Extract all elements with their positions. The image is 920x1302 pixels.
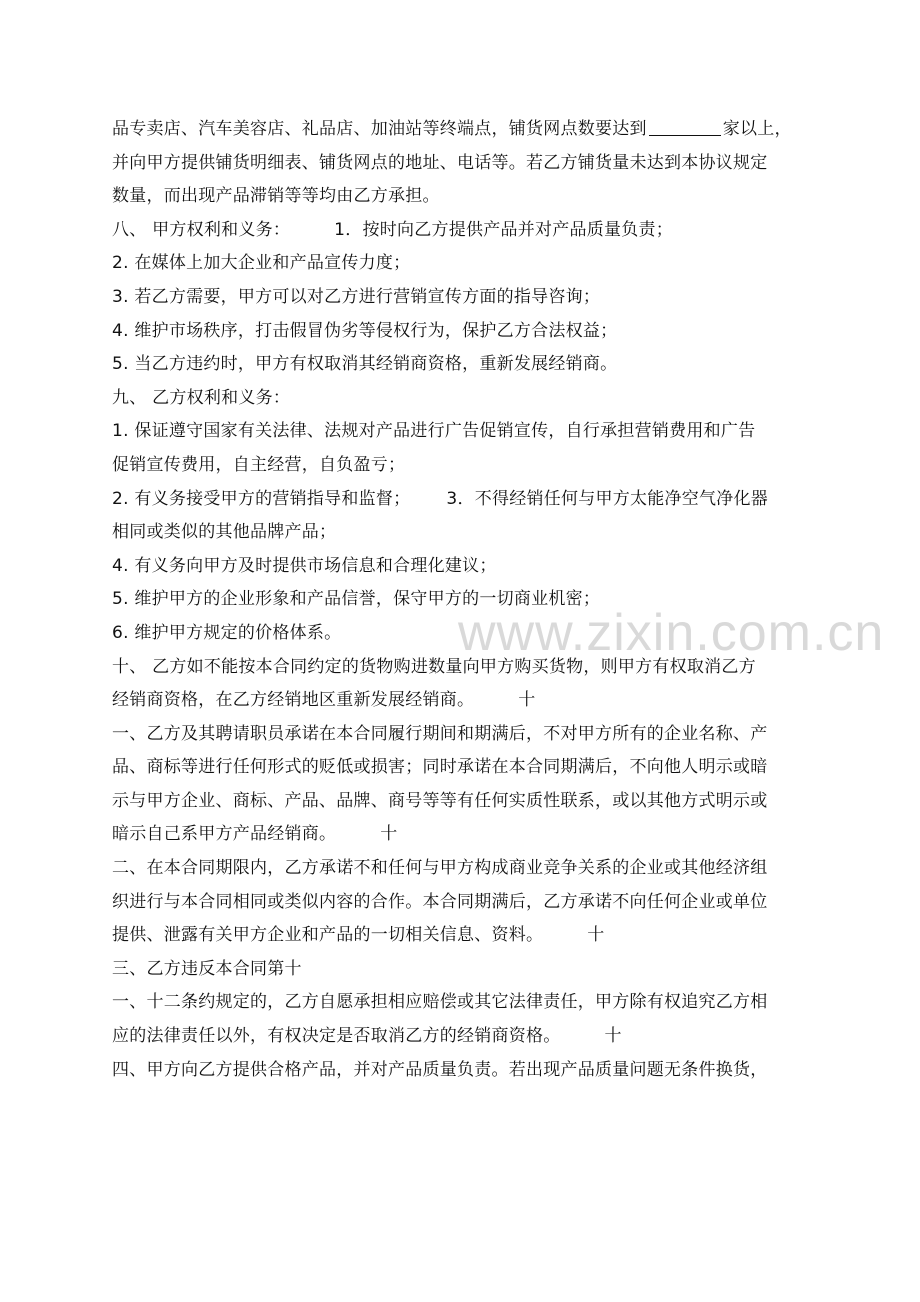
paragraph-line: 应的法律责任以外，有权决定是否取消乙方的经销商资格。 十 [112,1026,622,1047]
paragraph-line: 暗示自己系甲方产品经销商。 十 [112,824,398,845]
paragraph-line: 提供、泄露有关甲方企业和产品的一切相关信息、资料。 十 [112,925,605,946]
document-body [112,113,812,1087]
paragraph-line: 品、商标等进行任何形式的贬低或损害；同时承诺在本合同期满后，不向他人明示或暗 [112,757,768,778]
paragraph-line: 四、甲方向乙方提供合格产品，并对产品质量负责。若出现产品质量问题无条件换货， [112,1059,768,1080]
paragraph-line: 经销商资格，在乙方经销地区重新发展经销商。 十 [112,690,536,711]
section-heading-8: 八、 甲方权利和义务： 1．按时向乙方提供产品并对产品质量负责； [112,219,673,240]
paragraph-line: 一、乙方及其聘请职员承诺在本合同履行期间和期满后，不对甲方所有的企业名称、产 [112,723,768,744]
list-item: 4. 维护市场秩序，打击假冒伪劣等侵权行为，保护乙方合法权益； [112,320,618,341]
paragraph-line: 促销宣传费用，自主经营，自负盈亏； [112,454,406,475]
paragraph-line: 示与甲方企业、商标、产品、品牌、商号等等有任何实质性联系，或以其他方式明示或 [112,790,768,811]
paragraph-line: 三、乙方违反本合同第十 [112,958,302,979]
list-item: 3. 若乙方需要，甲方可以对乙方进行营销宣传方面的指导咨询； [112,286,601,307]
paragraph-line: 一、十二条约规定的，乙方自愿承担相应赔偿或其它法律责任，甲方除有权追究乙方相 [112,992,768,1013]
paragraph-line: 并向甲方提供铺货明细表、铺货网点的地址、电话等。若乙方铺货量未达到本协议规定 [112,152,768,173]
paragraph-line: 二、在本合同期限内，乙方承诺不和任何与甲方构成商业竞争关系的企业或其他经济组 [112,858,768,879]
list-item: 1. 保证遵守国家有关法律、法规对产品进行广告促销宣传，自行承担营销费用和广告 [112,421,756,442]
list-item: 6. 维护甲方规定的价格体系。 [112,622,342,643]
paragraph-line: 品专卖店、汽车美容店、礼品店、加油站等终端点，铺货网点数要达到 家以上， [112,113,812,147]
paragraph-line: 织进行与本合同相同或类似内容的合作。本合同期满后，乙方承诺不向任何企业或单位 [112,891,768,912]
list-item: 5. 当乙方违约时，甲方有权取消其经销商资格，重新发展经销商。 [112,354,618,375]
list-item: 5. 维护甲方的企业形象和产品信誉，保守甲方的一切商业机密； [112,589,601,610]
fill-in-blank [649,115,721,136]
paragraph-line: 相同或类似的其他品牌产品； [112,522,337,543]
list-item: 4. 有义务向甲方及时提供市场信息和合理化建议； [112,555,497,576]
list-item: 2. 有义务接受甲方的营销指导和监督； 3．不得经销任何与甲方太能净空气净化器 [112,488,768,509]
watermark: www.zixin.com.cn [458,604,885,662]
list-item: 2. 在媒体上加大企业和产品宣传力度； [112,253,411,274]
paragraph-line: 数量，而出现产品滞销等等均由乙方承担。 [112,186,440,207]
section-heading-9: 九、 乙方权利和义务： [112,387,291,408]
section-heading-10: 十、 乙方如不能按本合同约定的货物购进数量向甲方购买货物，则甲方有权取消乙方 [112,656,756,677]
